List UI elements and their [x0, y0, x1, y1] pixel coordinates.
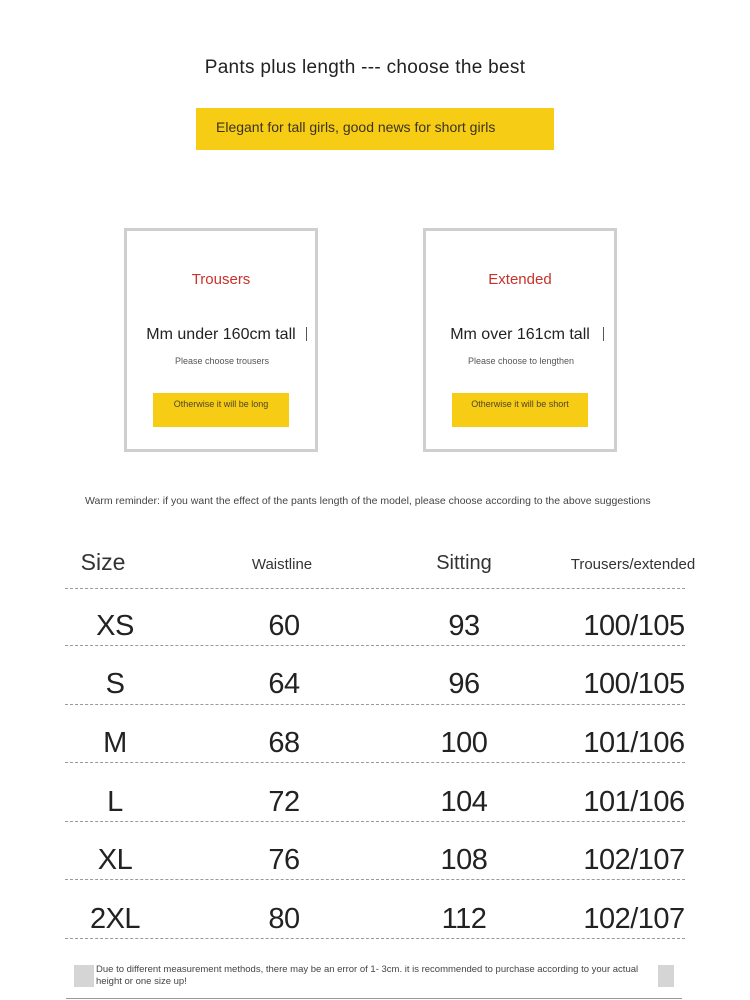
cell-sitting: 93	[448, 610, 480, 642]
cell-trousers-extended: 102/107	[583, 844, 685, 876]
cell-trousers-extended: 100/105	[583, 668, 685, 700]
bottom-divider	[66, 998, 682, 999]
card-height-text: Mm over 161cm tall	[450, 326, 590, 343]
table-divider	[65, 879, 685, 880]
card-warning-button: Otherwise it will be short	[452, 393, 588, 427]
extended-card	[423, 228, 617, 452]
table-divider	[65, 821, 685, 822]
column-header-trousers-extended: Trousers/extended	[570, 556, 696, 573]
cell-waistline: 72	[268, 786, 300, 818]
card-hint: Please choose trousers	[174, 356, 270, 366]
card-warning-button: Otherwise it will be long	[153, 393, 289, 427]
table-divider	[65, 938, 685, 939]
column-header-sitting: Sitting	[436, 552, 492, 574]
cell-trousers-extended: 102/107	[583, 903, 685, 935]
table-divider	[65, 645, 685, 646]
cell-trousers-extended: 100/105	[583, 610, 685, 642]
cell-size: XS	[96, 610, 134, 642]
trousers-card	[124, 228, 318, 452]
cell-size: L	[107, 786, 123, 818]
table-divider	[65, 762, 685, 763]
cell-trousers-extended: 101/106	[583, 786, 685, 818]
cell-waistline: 60	[268, 610, 300, 642]
cell-size: S	[105, 668, 125, 700]
column-header-size: Size	[80, 549, 126, 575]
measurement-note: Due to different measurement methods, there may be an error of 1- 3cm. it is recommended to purchase according to your actual height or one size up!	[96, 964, 639, 987]
cell-sitting: 96	[448, 668, 480, 700]
cell-size: 2XL	[89, 903, 141, 935]
cell-waistline: 76	[268, 844, 300, 876]
warm-reminder: Warm reminder: if you want the effect of the pants length of the model, please choose according to the above suggestions	[85, 495, 651, 507]
text-cursor-mark	[603, 327, 604, 341]
promo-banner: Elegant for tall girls, good news for short girls	[196, 108, 554, 150]
cell-size: XL	[97, 844, 133, 876]
cell-waistline: 68	[268, 727, 300, 759]
cell-waistline: 80	[268, 903, 300, 935]
card-hint: Please choose to lengthen	[467, 356, 575, 366]
column-header-waistline: Waistline	[251, 556, 313, 573]
card-height-text: Mm under 160cm tall	[146, 326, 296, 343]
note-marker-right	[658, 965, 674, 987]
note-marker-left	[74, 965, 94, 987]
table-divider	[65, 704, 685, 705]
card-title: Extended	[488, 271, 552, 288]
cell-trousers-extended: 101/106	[583, 727, 685, 759]
cell-sitting: 100	[440, 727, 488, 759]
card-title: Trousers	[191, 271, 251, 288]
cell-waistline: 64	[268, 668, 300, 700]
cell-size: M	[103, 727, 127, 759]
table-divider	[65, 588, 685, 589]
text-cursor-mark	[306, 327, 307, 341]
page-title: Pants plus length --- choose the best	[204, 57, 526, 78]
cell-sitting: 104	[440, 786, 488, 818]
cell-sitting: 108	[440, 844, 488, 876]
cell-sitting: 112	[441, 903, 487, 935]
